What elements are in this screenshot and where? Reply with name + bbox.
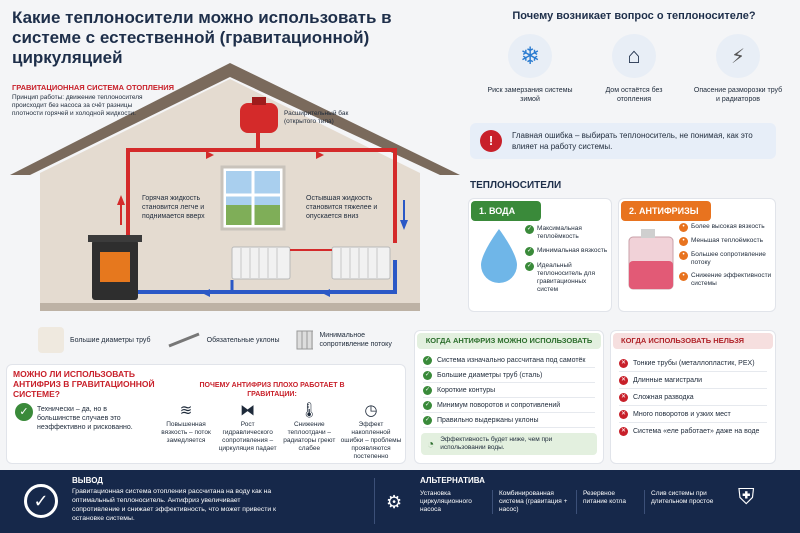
feature-item: Большие диаметры труб: [38, 327, 153, 353]
can-item: ✓ Большие диаметры труб (сталь): [423, 368, 595, 383]
house-icon: ⌂: [612, 34, 656, 78]
check-icon: ✓: [424, 386, 431, 393]
bad-item: ◷ Эффект накопленной ошибки – проблемы проявляются постепенно: [340, 402, 402, 460]
alt-heading: АЛЬТЕРНАТИВА: [420, 476, 485, 485]
water-prop: ✓ Максимальная теплоёмкость: [526, 225, 582, 240]
check-icon: ✓: [15, 403, 33, 421]
alt-item: Резервное питание котла: [576, 490, 636, 514]
thermometer-icon: 🌡: [299, 402, 319, 419]
check-icon: ✓: [424, 371, 431, 378]
cannot-item: ✕ Тонкие трубы (металлопластик, PEX): [619, 355, 767, 372]
cross-icon: ✕: [620, 393, 627, 400]
cannot-use-card: [610, 330, 776, 464]
alt-item: Установка циркуляционного насоса: [420, 490, 472, 513]
alt-item: Комбинированная система (гравитация + насос): [492, 490, 568, 514]
cross-icon: ✕: [620, 410, 627, 417]
cold-label: Остывшая жидкость становится тяжелее и опускается вниз: [306, 195, 378, 220]
cannot-item: ✕ Длинные магистрали: [619, 372, 767, 389]
footer-bar: [0, 470, 800, 533]
water-drop-icon: [477, 227, 521, 287]
can-note: ◔ Эффективность будет ниже, чем при использовании воды.: [421, 433, 597, 455]
dot-icon: •: [679, 251, 688, 260]
canister-icon: [625, 225, 677, 291]
antifreeze-prop: • Большее сопротивление потоку: [679, 251, 775, 267]
feature-item: Минимальное сопротивление потоку: [295, 328, 410, 352]
pipes-icon: [38, 327, 64, 353]
warning-text: Главная ошибка – выбирать теплоноситель, не понимая, как это влияет на работу системы.: [512, 131, 753, 151]
water-prop: ✓ Идеальный теплоноситель для гравитационных систем: [526, 262, 595, 293]
dot-icon: •: [679, 223, 688, 232]
cannot-item: ✕ Сложная разводка: [619, 389, 767, 406]
antifreeze-question: [6, 364, 406, 464]
slope-icon: [167, 330, 201, 350]
check-icon: ✓: [526, 248, 533, 254]
cannot-heading: КОГДА ИСПОЛЬЗОВАТЬ НЕЛЬЗЯ: [613, 333, 773, 349]
water-prop: ✓ Минимальная вязкость: [526, 247, 608, 254]
bad-heading: ПОЧЕМУ АНТИФРИЗ ПЛОХО РАБОТАЕТ В ГРАВИТАЦИИ:: [199, 382, 345, 398]
features-strip: [38, 322, 410, 358]
check-circle-icon: ✓: [24, 484, 58, 518]
alt-item: Слив системы при длительном простое: [644, 490, 720, 514]
conclusion-text: Гравитационная система отопления рассчитана на воду как на оптимальный теплоноситель. Антифриз увеличивает сопротивление и снижает эффективность, что может привести к остановке системы.: [72, 488, 277, 522]
shield-house-icon: ⛨: [738, 484, 755, 509]
why-heading: Почему возникает вопрос о теплоносителе?: [512, 10, 756, 22]
check-icon: ✓: [526, 263, 533, 269]
why-item: ⚡ Опасение разморозки труб и радиаторов: [693, 34, 783, 104]
page-title: Какие теплоносители можно использовать в системе с естественной (гравитационной) циркуляцией: [12, 8, 392, 67]
can-item: ✓ Короткие контуры: [423, 383, 595, 398]
antifreeze-card: [618, 198, 776, 312]
cross-icon: ✕: [620, 376, 627, 383]
gear-icon: ⚙: [386, 492, 403, 512]
heating-heading: ГРАВИТАЦИОННАЯ СИСТЕМА ОТОПЛЕНИЯ: [12, 83, 175, 92]
antifreeze-prop: • Более высокая вязкость: [679, 223, 775, 232]
check-icon: ✓: [424, 416, 431, 423]
why-item: ⌂ Дом остаётся без отопления: [589, 34, 679, 104]
gauge-icon: ◔: [427, 437, 435, 451]
dot-icon: •: [679, 272, 688, 281]
water-label: 1. ВОДА: [471, 201, 541, 221]
water-card: [468, 198, 612, 312]
broken-pipe-icon: ⚡: [716, 34, 760, 78]
alert-icon: !: [480, 130, 502, 152]
can-item: ✓ Правильно выдержаны уклоны: [423, 413, 595, 428]
antifreeze-prop: • Снижение эффективности системы: [679, 272, 775, 288]
antifreeze-label: 2. АНТИФРИЗЫ: [621, 201, 711, 221]
bad-item: 🌡 Снижение теплоотдачи – радиаторы греют слабее: [280, 401, 338, 461]
snowflake-icon: ❄: [508, 34, 552, 78]
hot-label: Горячая жидкость становится легче и поднимается вверх: [142, 195, 205, 220]
dot-icon: •: [679, 237, 688, 246]
cannot-item: ✕ Много поворотов и узких мест: [619, 406, 767, 423]
antifreeze-prop: • Меньшая теплоёмкость: [679, 237, 775, 246]
check-icon: ✓: [424, 401, 431, 408]
question-heading: МОЖНО ЛИ ИСПОЛЬЗОВАТЬ АНТИФРИЗ В ГРАВИТАЦИОННОЙ СИСТЕМЕ?: [13, 369, 155, 399]
cannot-item: ✕ Система «еле работает» даже на воде: [620, 428, 760, 435]
can-use-card: [414, 330, 604, 464]
bad-item: ⧓ Рост гидравлического сопротивления – циркуляция падает: [217, 401, 279, 461]
valve-icon: ⧓: [240, 402, 256, 419]
why-item: ❄ Риск замерзания системы зимой: [485, 34, 575, 104]
cross-icon: ✕: [620, 428, 627, 434]
radiator-icon: [295, 328, 313, 352]
warning-box: [470, 123, 776, 159]
bad-item: ≋ Повышенная вязкость – поток замедляется: [157, 401, 215, 461]
cross-icon: ✕: [620, 359, 627, 366]
coolants-heading: ТЕПЛОНОСИТЕЛИ: [470, 180, 562, 191]
check-icon: ✓: [526, 226, 533, 232]
viscosity-icon: ≋: [179, 402, 193, 419]
can-item: ✓ Система изначально рассчитана под самотёк: [423, 353, 595, 368]
question-answer: Технически – да, но в большинстве случаев это неэффективно и рискованно.: [37, 406, 133, 431]
can-item: ✓ Минимум поворотов и сопротивлений: [423, 398, 595, 413]
tank-label: Расширительный бак (открытого типа): [284, 110, 349, 125]
clock-icon: ◷: [364, 402, 378, 419]
feature-item: Обязательные уклоны: [167, 330, 282, 350]
heating-principle: Принцип работы: движение теплоносителя происходит без насоса за счёт разницы плотности горячей и холодной жидкости.: [12, 94, 143, 117]
check-icon: ✓: [424, 356, 431, 363]
conclusion-heading: ВЫВОД: [72, 476, 104, 485]
can-heading: КОГДА АНТИФРИЗ МОЖНО ИСПОЛЬЗОВАТЬ: [417, 333, 601, 349]
